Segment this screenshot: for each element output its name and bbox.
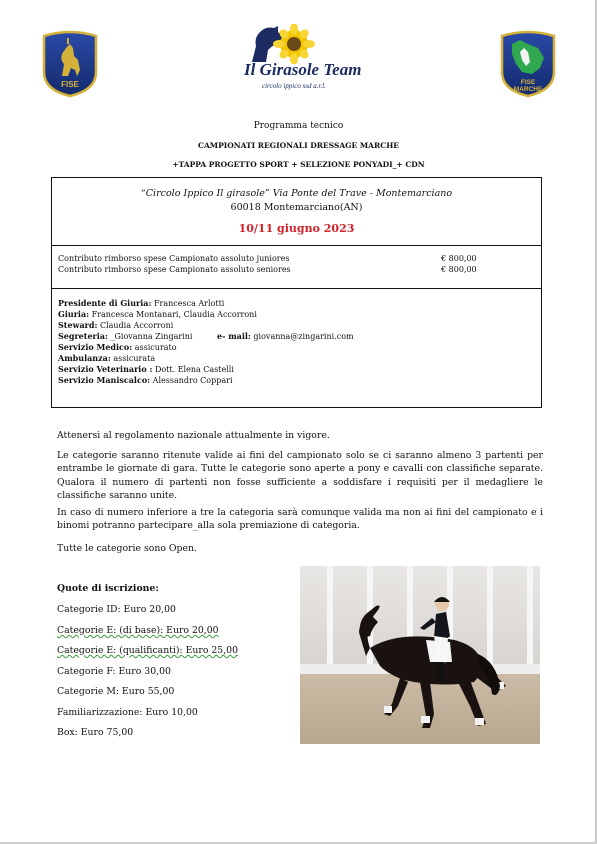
quote-item: Box: Euro 75,00 bbox=[57, 727, 134, 738]
quote-item: Categorie E: (qualificanti): Euro 25,00 bbox=[57, 645, 238, 656]
venue-address: “Circolo Ippico Il girasole” Via Ponte del Trave - Montemarciano bbox=[140, 188, 453, 199]
contributo-juniores-amount: € 800,00 bbox=[441, 254, 477, 263]
team-subtitle: circolo ippico ssd a.r.l. bbox=[262, 82, 326, 90]
quote-item: Categorie F: Euro 30,00 bbox=[57, 666, 171, 677]
ambulanza-row: Ambulanza: assicurata bbox=[58, 353, 156, 363]
svg-text:MARCHE: MARCHE bbox=[513, 86, 543, 93]
maniscalco-row: Servizio Maniscalco: Alessandro Coppari bbox=[58, 375, 233, 385]
fise-logo-left bbox=[40, 30, 100, 98]
quote-item: Categorie ID: Euro 20,00 bbox=[57, 604, 176, 615]
staff-box bbox=[51, 288, 542, 408]
quote-item: Categorie E: (di base): Euro 20,00 bbox=[57, 625, 219, 636]
dressage-horse-photo bbox=[300, 566, 540, 744]
fise-shield-icon bbox=[40, 30, 100, 98]
contributo-seniores-label: Contributo rimborso spese Campionato assoluto seniores bbox=[58, 265, 291, 274]
steward-row: Steward: Claudia Accorroni bbox=[58, 320, 174, 330]
paragraph-open: Tutte le categorie sono Open. bbox=[57, 543, 197, 554]
team-name: Il Girasole Team bbox=[244, 60, 362, 79]
paragraph-validita: Le categorie saranno ritenute valide ai fini del campionato solo se ci saranno almeno 3 partenti per entrambe le giornate di gara. Tutte le categorie sono aperte a pony e cavalli con classifiche separate. Qualora il numero di partenti non fosse sufficiente a soddisfare i requisiti per il medagliere le classifiche saranno unite. bbox=[57, 450, 543, 502]
veterinario-row: Servizio Veterinario : Dott. Elena Castelli bbox=[58, 364, 234, 374]
marche-region-icon bbox=[498, 30, 558, 98]
paragraph-numero-inferiore: In caso di numero inferiore a tre la categoria sarà comunque valida ma non ai fini del campionato e i binomi potranno partecipare_alla sola premiazione di categoria. bbox=[57, 507, 543, 532]
contributo-juniores-label: Contributo rimborso spese Campionato assoluto juniores bbox=[58, 254, 290, 263]
quote-item: Familiarizzazione: Euro 10,00 bbox=[57, 707, 198, 718]
svg-text:FISE: FISE bbox=[61, 80, 79, 89]
tappa-title: +TAPPA PROGETTO SPORT + SELEZIONE PONYADI_+ CDN bbox=[172, 160, 425, 169]
contributi-box bbox=[51, 245, 542, 289]
presidente-row: Presidente di Giuria: Francesca Arlotti bbox=[58, 298, 225, 308]
contributo-seniores-amount: € 800,00 bbox=[441, 265, 477, 274]
dressage-rider-image bbox=[300, 566, 540, 744]
email-link[interactable]: giovanna@zingarini.com bbox=[253, 332, 354, 341]
fise-marche-logo bbox=[498, 30, 558, 98]
quote-item: Categorie M: Euro 55,00 bbox=[57, 686, 175, 697]
horse-sunflower-icon bbox=[232, 24, 362, 64]
campionati-title: CAMPIONATI REGIONALI DRESSAGE MARCHE bbox=[198, 141, 399, 150]
email-row: e- mail: giovanna@zingarini.com bbox=[217, 331, 354, 341]
venue-city: 60018 Montemarciano(AN) bbox=[230, 202, 363, 213]
quote-title: Quote di iscrizione: bbox=[57, 583, 159, 594]
venue-box bbox=[51, 177, 542, 246]
event-date: 10/11 giugno 2023 bbox=[238, 222, 355, 235]
medico-row: Servizio Medico: assicurato bbox=[58, 342, 177, 352]
svg-text:FISE: FISE bbox=[520, 79, 536, 86]
paragraph-regolamento: Attenersi al regolamento nazionale attualmente in vigore. bbox=[57, 430, 330, 441]
programma-title: Programma tecnico bbox=[253, 121, 344, 131]
segreteria-row: Segreteria: _Giovanna Zingarini bbox=[58, 331, 193, 341]
giuria-row: Giuria: Francesca Montanari, Claudia Accorroni bbox=[58, 309, 257, 319]
